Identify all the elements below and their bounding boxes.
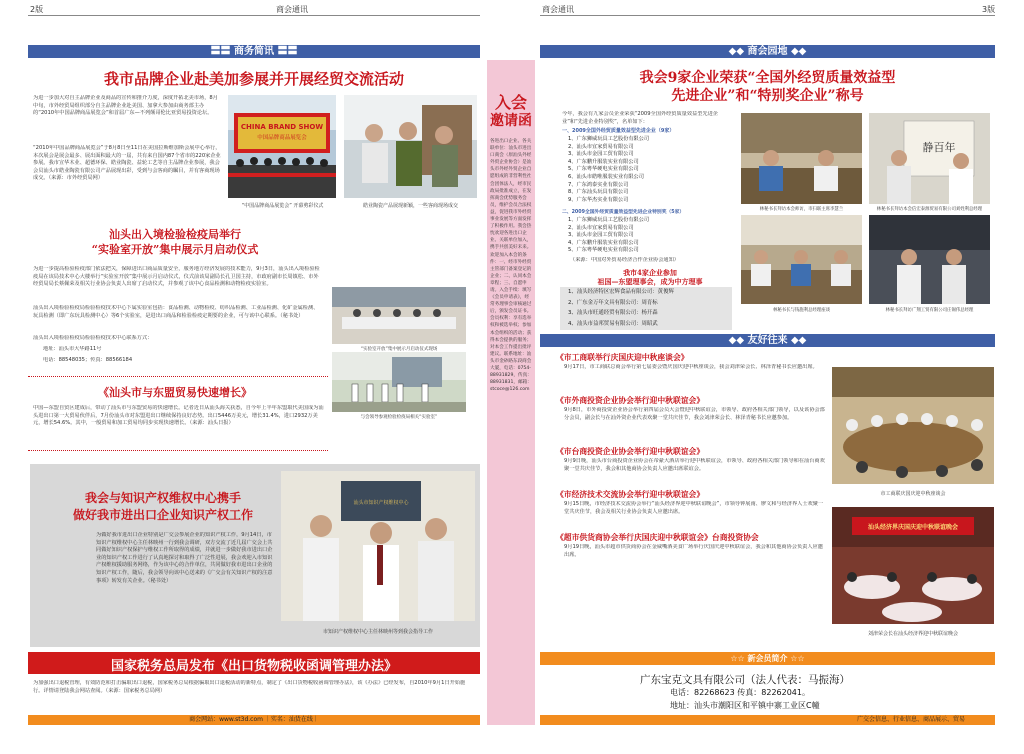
photo-visit-c-caption: 林秘书长与钱施利总经理座谈 bbox=[772, 308, 831, 313]
award-list1 bbox=[568, 136, 738, 204]
article-brand-expo-para1: 为进一步加大对自主品牌企业及商品的宣传和推介力度，深度开拓北美市场，8月中旬，市外经贸局组织部分自主品牌企业赴美国、加拿大参加由商务部主办的“2010年中国品牌商品展览会”和首届广东—不列颠哥伦比亚贸易投资论坛。 bbox=[33, 95, 218, 117]
award-list2 bbox=[568, 217, 738, 255]
award-list1-title: 一、2009全国外经贸质量效益型先进企业（9家） bbox=[562, 128, 675, 134]
invitation-body: 各进出口企业、各关联单位：汕头市进出口商会（原汕头外经外贸企业协会）是汕头市外经外贸企业自愿组成的非营利性社会团体法人，经市民政局批准成立，在发挥商会优势服务会员，维护会员合法权益，促进我市外经贸事业发展等方面发挥了积极作用。我会热忱欢迎各进出口企业、关联单位加入，携手共创美好未来。欢迎加入本会的条件：一、经市外经贸主管部门备案登记的企业；二、认同本会章程；三、自愿申请。入会手续：填写《会员申请表》，经常务理事会审核通过后，颁发会员证书。会员权利：享有选举权和被选举权；参加本会组织的活动；获得本会提供的服务；对本会工作提出批评建议。联系地址：汕头市金砂路东段商会大厦，电话：0754-88931829，传真：88931831，邮箱：stcoce@126.com bbox=[490, 139, 532, 393]
photo-ceramic-products-caption: 皓业陶瓷产品展现新颖，一些客商现场成交 bbox=[362, 203, 458, 209]
news-title: 《超市供货商协会举行庆国庆迎中秋联谊会》台商投资协会 bbox=[556, 533, 759, 542]
asean-council-title-1: 我市4家企业参加 bbox=[623, 268, 677, 277]
article-ciq-para1: 为进一步提高检验检疫部门依法把关，保障进出口商品质量安全，服务地方经济发展的技术能力，9月3日，汕头出入境检验检疫局在该局技术中心大楼举行“实验室开放”集中展示月启动仪式，仪式前该局副局长孔卫国主持，市政府副市长周镇松、市外经贸局局长蔡佩荣及相关行业协会负责人出席了启动仪式，并参观了该中心食品检测和动物检疫实验室。 bbox=[33, 266, 320, 288]
council-member: 1、汕头经济特区宏辉食品有限公司：黄俊辉 bbox=[568, 289, 674, 295]
new-member-band: ☆☆ 新会员简介 ☆☆ bbox=[730, 654, 805, 663]
award-list1-item: 2、汕头市宜家贸易有限公司 bbox=[568, 143, 634, 150]
award-list1-item: 9、广东华杰实业有限公司 bbox=[568, 196, 629, 203]
left-page-number: 2版 bbox=[30, 5, 44, 14]
award-list1-item: 5、广东粤华硬电实业有限公司 bbox=[568, 166, 639, 173]
photo-visit-a bbox=[741, 113, 862, 204]
new-member-company: 广东宝克文具有限公司（法人代表：马振海） bbox=[640, 674, 850, 686]
council-member: 2、广东金万年文具有限公司：周育标 bbox=[568, 299, 658, 306]
news-body: 9月19日晚，汕头市超市供货商协会在金威嘴酒美食广场举行庆国庆迎中秋联谊会，我会和其他商协会负责人应邀出席。 bbox=[564, 544, 823, 558]
new-member-address: 地址：汕头市潮阳区和平镇中寨工业区C幢 bbox=[670, 701, 820, 710]
news-title: 《市工商联举行庆国庆迎中秋座谈会》 bbox=[556, 353, 689, 362]
brand-show-banner-text: CHINA BRAND SHOW bbox=[240, 123, 324, 131]
award-intro: 今年，我会有九家会员企业荣获“2009全国外经贸质量效益型先进企业”和“先进企业特别奖”，名单如下： bbox=[562, 111, 718, 125]
invitation-title-1: 入会 bbox=[494, 93, 527, 112]
gala-banner-text: 汕头经济界庆国庆迎中秋联谊晚会 bbox=[867, 524, 959, 531]
article-ip: 为做好我市进出口企业特别是广交会参展企业的知识产权工作，9月14日，市知识产权维权中心主任林映州一行到我会调研，双方交流了近几届广交会上共同做好知识产权保护与维权工作所取得的成绩，并就进一步做好我市进出口企业的知识产权工作进行了认真地探讨和取得了广泛性进展，我会欢迎入市知识产权维权援助服务网络，作为该中心的合作单位，共同做好我市进出口企业的知识产权工作，随后，我会领导向该中心送来的《广交会有关知识产权的注意事项》转发有关企业。（秘书处） bbox=[96, 532, 273, 584]
council-member: 4、汕头市益邦贸易有限公司：周昭武 bbox=[568, 320, 658, 327]
left-masthead: 商会通讯 bbox=[276, 5, 308, 14]
photo-brand-show-caption: “中国品牌商品展览会” 开幕剪彩仪式 bbox=[241, 203, 324, 209]
award-list1-item: 3、汕头市金园工贸有限公司 bbox=[568, 151, 634, 158]
photo-visit-d bbox=[869, 215, 990, 304]
award-list1-item: 1、广东狮威玩具工艺股份有限公司 bbox=[568, 136, 650, 142]
asean-council-members-box bbox=[560, 287, 732, 330]
award-list2-item: 2、汕头市宜家贸易有限公司 bbox=[568, 224, 634, 231]
headline-asean-trade: 《汕头市与东盟贸易快速增长》 bbox=[98, 386, 252, 399]
headline-award-line2: 先进企业”和“特别奖企业”称号 bbox=[671, 88, 864, 104]
headline-ciq-line2: “实验室开放”集中展示月启动仪式 bbox=[91, 243, 259, 256]
section-band-business-news: 〓〓 商务简讯 〓〓 bbox=[28, 45, 480, 58]
headline-ip-line1: 我会与知识产权维权中心携手 bbox=[84, 491, 241, 505]
photo-lab-open-ceremony bbox=[332, 287, 466, 344]
headline-ciq-line1: 汕头出入境检验检疫局举行 bbox=[109, 228, 241, 241]
photo-forum-meeting bbox=[832, 367, 994, 484]
photo-ceramic-products bbox=[344, 95, 477, 198]
award-list2-item: 5、广东粤华硬电实业有限公司 bbox=[568, 247, 639, 254]
new-member-phone: 电话：82268623 传真：82262041。 bbox=[670, 688, 810, 697]
photo-ip-center-caption: 市知识产权维权中心主任林映州等到我会指导工作 bbox=[322, 629, 433, 635]
ip-center-sign-text: 汕头市知识产权维权中心 bbox=[353, 500, 409, 506]
article-ciq-contact: 汕头出入境检验检疫局检验检疫技术中心联系方式： bbox=[33, 335, 153, 341]
asean-council-title-2: 祖国—东盟理事会，成为中方理事 bbox=[597, 277, 703, 286]
right-footer-text: 广交会信息、行业信息、商品展示、贸易 bbox=[856, 716, 965, 723]
photo-forum-meeting-caption: 市工商联庆国庆迎中秋座谈会 bbox=[880, 491, 946, 497]
article-asean-trade: 中国—东盟自贸区建成后，带动了汕头市与东盟贸易的快速增长。记者近日从汕头海关获悉，自今年上半年东盟取代美国成为汕头进出口第一大贸易伙伴后，7月份汕头市对东盟进出口继续保持良好态势。出口5446万美元，增长31.4%，进口2932万美元，增长54.6%。其中，一般贸易和加工贸易均同步实现快速增长。（来源：汕头日报） bbox=[33, 405, 324, 427]
article-tax: 为加强出口退税管理，有效防范和打击骗取出口退税，国家税务总局根据骗取出口退税活动的新特点，制定了《出口货物税收函调管理办法》，该《办法》已经发布，自2010年9月1日开始施行。详情请登陆我会网站查阅。（来源：国家税务总局网） bbox=[33, 680, 466, 694]
right-header-rule bbox=[540, 15, 995, 16]
council-member: 3、汕头市旺通经贸有限公司：杨开森 bbox=[568, 310, 658, 316]
section-band-friendly-exchange: ◆◆ 友好往来 ◆◆ bbox=[540, 334, 995, 347]
photo-visit-b bbox=[869, 113, 990, 204]
headline-brand-expo: 我市品牌企业赴美加参展并开展经贸交流活动 bbox=[103, 70, 404, 88]
divider-dotted-2 bbox=[28, 450, 328, 451]
headline-tax: 国家税务总局发布《出口货物税收函调管理办法》 bbox=[110, 659, 397, 674]
photo-lab-open-caption: “实验室开放”集中展示月启动仪式现场 bbox=[360, 347, 438, 352]
right-page-number: 3版 bbox=[982, 5, 996, 14]
award-list2-item: 4、广东鹏升服装实业有限公司 bbox=[568, 239, 639, 246]
award-list2-item: 1、广东狮威玩具工艺股份有限公司 bbox=[568, 217, 650, 223]
headline-award-line1: 我会9家企业荣获“全国外经贸质量效益型 bbox=[639, 70, 896, 86]
article-brand-expo-para2: “2010年中国品牌商品展览会”于8月8日至11日在美国拉斯维加斯会展中心举行，本次展会是展会最多、展出面积最大的一届，共有来自国内87个省市的220家企业参展。我市宣华木业、超德环保、皓业陶瓷、益轮工艺等自主品牌企业参展，我会会员汕头市皓业陶瓷有限公司产品展现出彩，受到与会客商的瞩目，并有客商现场成交。（来源：市外经贸局网） bbox=[33, 145, 221, 182]
news-body: 9月15日晚，市经济技术交流协会举行“汕头经济界迎中秋联谊晚会”，市领导钟展南、廖文和与经济界人士欢聚一堂共庆佳节，我会及相关行业协会负责人应邀出席。 bbox=[564, 501, 824, 515]
left-footer-text: 商会网站：www.st3d.com ｜实名：汕货在线｜ bbox=[189, 716, 319, 723]
headline-ip-line2: 做好我市进出口企业知识产权工作 bbox=[72, 508, 253, 522]
photo-visit-a-caption: 林秘书长拜访本会师访，市扫联主席李慧兰 bbox=[759, 207, 844, 212]
invitation-title-2: 邀请函 bbox=[490, 113, 532, 129]
news-title: 《市经济技术交流协会举行迎中秋联谊会》 bbox=[556, 490, 705, 499]
photo-visit-c bbox=[741, 215, 862, 304]
news-body: 9月9日晚，汕头市台商投资企业协会在帝豪大酒店举行迎中秋联谊会，市领导、政府各相关部门领导和在汕台商欢聚一堂共庆佳节，我会和其他商协会负责人应邀出席联谊会。 bbox=[564, 458, 825, 472]
award-list2-item: 3、汕头市金园工贸有限公司 bbox=[568, 232, 634, 239]
award-list1-item: 8、广东汕头玩具有限公司 bbox=[568, 189, 629, 196]
photo-visit-b-caption: 林秘书长拜访本会信宏泰源贸易有限公司刘姓利总经理 bbox=[876, 207, 983, 212]
article-ciq-para2: 汕头出入境检验检疫局检验检疫技术中心下属实验室包括：食品检测、动物检疫、纺织品检测、工业品检测、化矿金属检测、玩具检测（即广东玩具检测中心）等6个实验室，是进出口商品和检验检疫定期要的企业，可与该中心联系。（秘书处） bbox=[33, 305, 319, 319]
section-band-chamber-garden: ◆◆ 商会园地 ◆◆ bbox=[540, 45, 995, 58]
photo-gala-dinner-caption: 刘津荣会长在汕头经济界迎中秋联谊晚会 bbox=[867, 631, 958, 637]
award-list1-item: 7、广东鸿泰实业有限公司 bbox=[568, 181, 629, 188]
photo-visit-d-caption: 林秘书长拜访广翔工贸有限公司庄锡伟总经理 bbox=[885, 308, 974, 313]
award-list1-item: 6、汕头市皓唯服装实业有限公司 bbox=[568, 173, 644, 180]
brand-show-banner-text-cn: 中国品牌商品展览会 bbox=[257, 135, 307, 141]
photo-ip-center-visit bbox=[281, 471, 475, 621]
award-list1-item: 4、广东鹏升服装实业有限公司 bbox=[568, 158, 639, 165]
news-title: 《市外商投资企业协会举行迎中秋联谊会》 bbox=[556, 396, 705, 405]
award-source: （来源：中国对外贸易经济合作企业协会通知） bbox=[570, 257, 679, 263]
photo-brand-show-opening bbox=[228, 95, 336, 198]
photo-gala-dinner bbox=[832, 507, 994, 624]
ciq-address: 地址：汕头市大华路11号 bbox=[43, 346, 102, 352]
news-body: 9月8日，市外商投资企业协会举行第四届会员大会暨迎中秋联谊会，市领导、政府各相关部门领导，以及该协会部分会员，副会长与在汕外资企业代表欢聚一堂共庆佳节，我会刘津荣会长、林泽青秘书长应邀参加。 bbox=[564, 407, 825, 421]
photo-lab-visit-caption: 与会领导参观检验检疫局相关“实验室” bbox=[360, 415, 438, 420]
ciq-phone: 电话：88548035；传真：88566184 bbox=[43, 357, 133, 363]
news-title: 《市台商投资企业协会举行迎中秋联谊会》 bbox=[556, 447, 705, 456]
calligraphy-art-text: 静百年 bbox=[922, 141, 956, 154]
news-body: 9月17日，市工商联总商会举行第七届委会暨庆国庆迎中秋座谈会，我会刘津荣会长、林泽青秘书长应邀出席。 bbox=[564, 364, 818, 370]
award-list2-title: 二、2009全国外经贸质量效益型先进企业特别奖（5家） bbox=[562, 210, 685, 215]
divider-dotted-1 bbox=[28, 376, 328, 377]
left-header-rule bbox=[28, 15, 480, 16]
exchange-news-list bbox=[556, 352, 826, 567]
photo-lab-visit bbox=[332, 352, 466, 412]
right-masthead: 商会通讯 bbox=[542, 5, 574, 14]
